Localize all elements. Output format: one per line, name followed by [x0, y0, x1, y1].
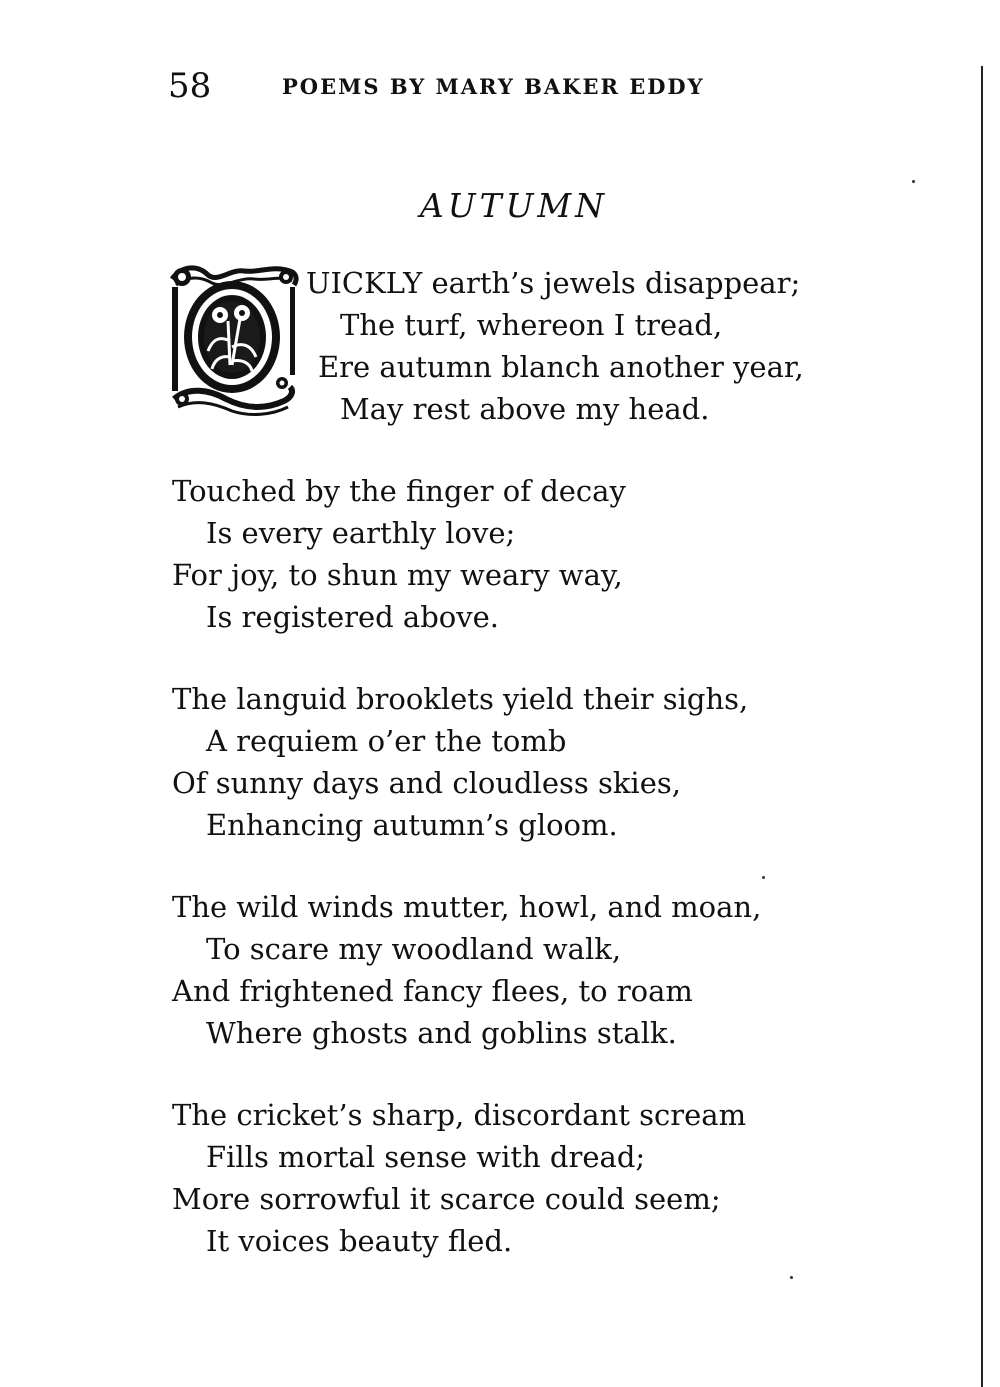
page-number: 58 — [168, 66, 212, 106]
scan-speck — [912, 180, 915, 183]
poem-line: More sorrowful it scarce could seem; — [172, 1182, 721, 1216]
scan-edge-line — [981, 66, 983, 1387]
poem-line: Enhancing autumn’s gloom. — [206, 808, 618, 842]
poem-line: May rest above my head. — [340, 392, 710, 426]
poem-line: To scare my woodland walk, — [206, 932, 622, 966]
poem-line: It voices beauty fled. — [206, 1224, 513, 1258]
poem-title: AUTUMN — [419, 186, 609, 225]
poem-line: Is every earthly love; — [206, 516, 516, 550]
ornamental-drop-cap-q — [168, 261, 300, 417]
scan-speck — [762, 876, 765, 879]
running-head: POEMS BY MARY BAKER EDDY — [282, 74, 705, 99]
poem-line: And frightened fancy flees, to roam — [172, 974, 693, 1008]
poem-line: Is registered above. — [206, 600, 500, 634]
poem-line: The wild winds mutter, howl, and moan, — [172, 890, 762, 924]
page-header — [168, 66, 768, 106]
poem-line: UICKLY earth’s jewels disappear; — [306, 266, 801, 300]
poem-line: Ere autumn blanch another year, — [318, 350, 804, 384]
poem-line: Where ghosts and goblins stalk. — [206, 1016, 677, 1050]
scan-speck — [790, 1276, 793, 1279]
poem-line: For joy, to shun my weary way, — [172, 558, 623, 592]
poem-line: The cricket’s sharp, discordant scream — [172, 1098, 747, 1132]
poem-line: The turf, whereon I tread, — [340, 308, 723, 342]
poem-line: Of sunny days and cloudless skies, — [172, 766, 681, 800]
poem-line: A requiem o’er the tomb — [206, 724, 567, 758]
poem-line: Touched by the finger of decay — [172, 474, 626, 508]
poem-line: The languid brooklets yield their sighs, — [172, 682, 749, 716]
poem-line: Fills mortal sense with dread; — [206, 1140, 646, 1174]
